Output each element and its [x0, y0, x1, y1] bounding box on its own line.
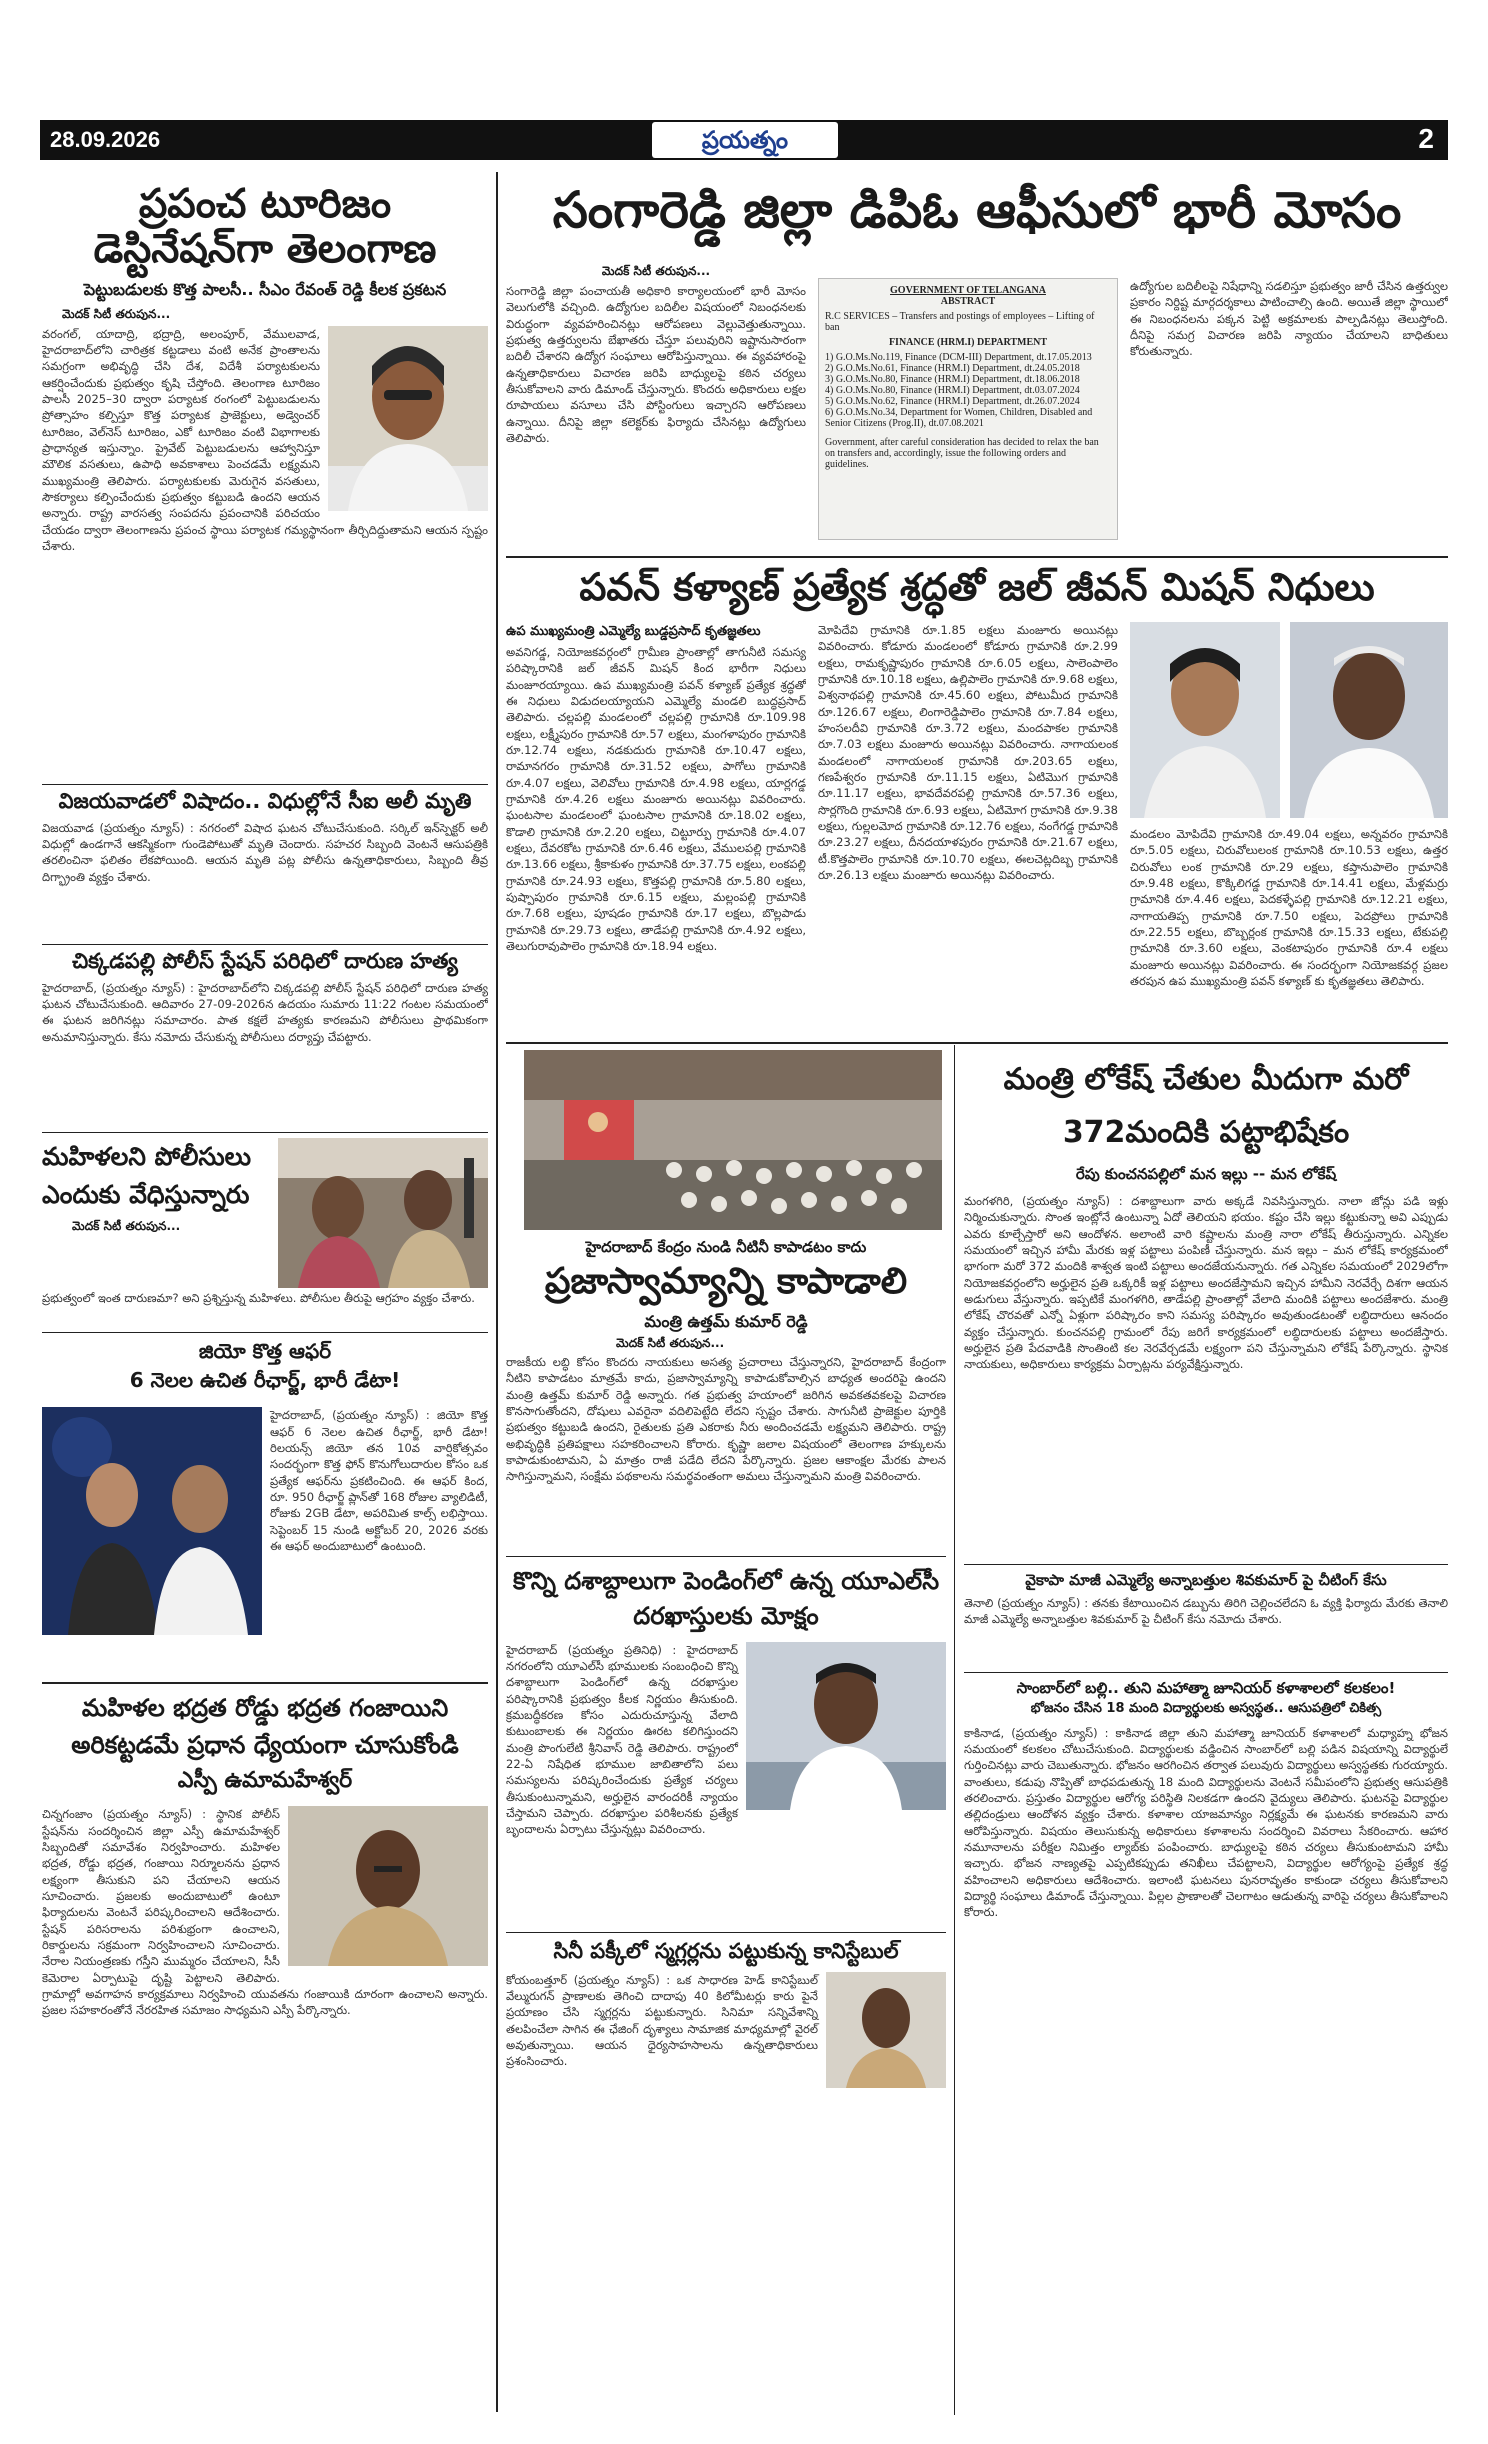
headline-tourism: ప్రపంచ టూరిజం డెస్టినేషన్‌గా తెలంగాణ: [93, 181, 437, 272]
go-list-item: 5) G.O.Ms.No.62, Finance (HRM.I) Department, dt.26.07.2024: [825, 396, 1080, 407]
headline-sp: మహిళల భద్రత రోడ్డు భద్రత గంజాయిని అరికట్టడమే ప్రధాన ధ్యేయంగా చూసుకోండి: [71, 1694, 459, 1760]
body-vijayawada: విజయవాడ (ప్రయత్నం న్యూస్) : నగరంలో విషాద ఘటన చోటుచేసుకుంది. సర్కిల్ ఇన్‌స్పెక్టర్ అలీ విధుల్లో ఉండగానే ఆకస్మికంగా గుండెపోటుతో మృతి చెందారు. సహచర సిబ్బంది వెంటనే ఆసుపత్రికి తరలించినా ఫలితం లేకపోయింది. ఆయన మృతి పట్ల పోలీసు ఉన్నతాధికారులు, సిబ్బంది తీవ్ర దిగ్భ్రాంతి వ్యక్తం చేశారు.: [42, 820, 488, 884]
article-vijayawada: [42, 788, 488, 940]
go-line1: R.C SERVICES – Transfers and postings of employees – Lifting of ban: [825, 311, 1095, 333]
photo-constable: [826, 1972, 946, 2088]
paper-logo: ప్రయత్నం: [652, 122, 838, 158]
body-jio: హైదరాబాద్, (ప్రయత్నం న్యూస్) : జియో కొత్త ఆఫర్ 6 నెలల ఉచిత రీఛార్జ్, భారీ డేటా! రిలయన్స్ జియో తన 10వ వార్షికోత్సవం సందర్భంగా కొత్త ఫోన్ కొనుగోలుదారుల కోసం ఒక ప్రత్యేక ఆఫర్‌ను ప్రకటించింది. ఈ ఆఫర్ కింద, రూ. 950 రీఛార్జ్ ప్లాన్‌తో 168 రోజుల వ్యాలిడిటీ, రోజుకు 2GB డేటా, అపరిమిత కాల్స్ లభిస్తాయి. సెప్టెంబర్ 15 నుండి అక్టోబర్ 20, 2026 వరకు ఈ ఆఫర్ అందుబాటులో ఉంటుంది.: [270, 1408, 488, 1554]
go-list-item: 2) G.O.Ms.No.61, Finance (HRM.I) Department, dt.24.05.2018: [825, 363, 1080, 374]
headline-uttam: ప్రజాస్వామ్యాన్ని కాపాడాలి: [544, 1261, 908, 1302]
byline-pawan: ఉప ముఖ్యమంత్రి ఎమ్మెల్యే బుడ్డప్రసాద్ కృతజ్ఞతలు: [506, 624, 761, 639]
section-divider: [506, 556, 1448, 558]
photo-mla: [1290, 622, 1448, 818]
article-uttam: [506, 1050, 946, 1550]
column-rule: [954, 1045, 955, 2415]
section-divider: [964, 1672, 1448, 1673]
photo-chief-minister: [328, 326, 488, 511]
dateline: మెదక్ సిటీ తరుపున...: [62, 306, 171, 321]
page-number: 2: [1418, 123, 1434, 154]
headline-ulc: కొన్ని దశాబ్దాలుగా పెండింగ్‌లో ఉన్న యూఎల్‌సీ దరఖాస్తులకు మోక్షం: [512, 1567, 940, 1630]
byline-uttam: మంత్రి ఉత్తమ్ కుమార్ రెడ్డి: [644, 1312, 808, 1331]
section-divider: [42, 1682, 488, 1684]
body-sambar: కాకినాడ, (ప్రయత్నం న్యూస్) : కాకినాడ జిల్లా తుని మహాత్మా జూనియర్ కళాశాలలో మధ్యాహ్న భోజన సమయంలో కలకలం చోటుచేసుకుంది. విద్యార్థులకు వడ్డించిన సాంబార్‌లో బల్లి పడిన విషయాన్ని విద్యార్థులే గుర్తించినట్లు వారు చెబుతున్నారు. భోజనం ఆరగించిన తర్వాత పలువురు విద్యార్థులు అస్వస్థతకు గురయ్యారు. వాంతులు, కడుపు నొప్పితో బాధపడుతున్న 18 మంది విద్యార్థులను వెంటనే సమీపంలోని ప్రభుత్వ ఆసుపత్రికి తరలించారు. ప్రస్తుతం విద్యార్థుల ఆరోగ్య పరిస్థితి నిలకడగా ఉందని వైద్యులు తెలిపారు. ఘటనపై విద్యార్థుల తల్లిదండ్రులు ఆందోళన వ్యక్తం చేశారు. కళాశాల యాజమాన్యం నిర్లక్ష్యమే ఈ ఘటనకు కారణమని వారు ఆరోపిస్తున్నారు. విషయం తెలుసుకున్న అధికారులు కళాశాలను సందర్శించి వివరాలు సేకరించారు. ఆహార నమూనాలను పరీక్షల నిమిత్తం ల్యాబ్‌కు పంపించారు. బాధ్యులపై కఠిన చర్యలు తీసుకుంటామని హామీ ఇచ్చారు. భోజన నాణ్యతపై ఎప్పటికప్పుడు తనిఖీలు చేపట్టాలని, విద్యార్థుల ఆరోగ్యంపై ప్రత్యేక శ్రద్ధ వహించాలని అధికారులు ఆదేశించారు. ఇలాంటి ఘటనలు పునరావృతం కాకుండా చర్యలు తీసుకోవాలని విద్యార్థి సంఘాలు డిమాండ్ చేస్తున్నాయి. పిల్లల ప్రాణాలతో చెలగాటం ఆడుతున్న వారిపై చర్యలు తీసుకోవాలని కోరారు.: [964, 1725, 1448, 1920]
section-divider: [506, 1556, 946, 1557]
subtitle-sp: ఎస్పీ ఉమామహేశ్వర్: [177, 1768, 353, 1794]
photo-minister-ponguleti: [746, 1642, 946, 1810]
issue-date: 28.09.2026: [50, 127, 161, 152]
section-divider: [506, 1042, 1448, 1044]
column-rule: [496, 172, 498, 2412]
article-chikkadpally: [42, 948, 488, 1128]
lead-right-column: [1130, 278, 1448, 550]
headline-sambar: సాంబార్‌లో బల్లి.. తుని మహాత్మా జూనియర్ కళాశాలలో కలకలం!: [1016, 1679, 1396, 1697]
article-tourism: [42, 178, 488, 778]
headline-chikkadpally: చిక్కడపల్లి పోలీస్ స్టేషన్ పరిధిలో దారుణ హత్య: [72, 949, 458, 973]
subtitle-jio: 6 నెలల ఉచిత రీఛార్జ్, భారీ డేటా!: [129, 1368, 401, 1393]
go-list: [825, 352, 1111, 429]
article-lead: [506, 178, 1448, 550]
headline-lead: సంగారెడ్డి జిల్లా డిపిఓ ఆఫీసులో భారీ మోసం: [552, 181, 1402, 239]
body-pawan-3: మండలం మోపిదేవి గ్రామానికి రూ.49.04 లక్షలు, అన్నవరం గ్రామానికి రూ.5.05 లక్షలు, చిరువోలులంక గ్రామానికి రూ.10.53 లక్షలు, ఉత్తర చిరువోలు లంక గ్రామానికి రూ.29 లక్షలు, కప్తానుపాలెం గ్రామానికి రూ.9.48 లక్షలు, కొక్కిలిగడ్డ గ్రామానికి రూ.14.41 లక్షలు, మేళ్లమర్రు గ్రామానికి రూ.4.46 లక్షలు, పెదకళ్ళేపల్లి గ్రామానికి రూ.12.21 లక్షలు, నాగాయతిప్ప గ్రామానికి రూ.7.50 లక్షలు, పెదప్రోలు గ్రామానికి రూ.22.55 లక్షలు, బొబ్బర్లంక గ్రామానికి రూ.15.33 లక్షలు, టేకుపల్లి గ్రామానికి రూ.3.60 లక్షలు, వెంకటాపురం గ్రామానికి రూ.4 లక్షలు మంజూరు అయినట్లు వివరించారు. ఈ సందర్భంగా నియోజకవర్గ ప్రజల తరపున ఉప ముఖ్యమంత్రి పవన్ కళ్యాణ్ కు కృతజ్ఞతలు తెలిపారు.: [1130, 827, 1448, 988]
strap-uttam: హైదరాబాద్ కేంద్రం నుండి నీటినీ కాపాడటం కాదు: [585, 1238, 867, 1256]
government-order-image: [818, 278, 1118, 540]
headline-jio: జియో కొత్త ఆఫర్: [198, 1339, 332, 1363]
body-lead-left: సంగారెడ్డి జిల్లా పంచాయతీ అధికారి కార్యాలయంలో భారీ మోసం వెలుగులోకి వచ్చింది. ఉద్యోగుల బదిలీల విషయంలో నిబంధనలకు విరుద్ధంగా వ్యవహరించినట్లు ఆరోపణలు వెల్లువెత్తుతున్నాయి. ప్రభుత్వ ఉత్తర్వులను బేఖాతరు చేస్తూ పలువురిని ఇష్టానుసారంగా బదిలీ చేశారని ఉద్యోగ సంఘాలు ఆరోపిస్తున్నాయి. ఈ వ్యవహారంపై ఉన్నతాధికారులు విచారణ జరిపి బాధ్యులపై కఠిన చర్యలు తీసుకోవాలని వారు డిమాండ్ చేస్తున్నారు. కొందరు అధికారులు లక్షల రూపాయలు వసూలు చేసి పోస్టింగులు ఇచ్చారని ఆరోపణలు ఉన్నాయి. దీనిపై జిల్లా కలెక్టర్‌కు ఫిర్యాదు చేసినట్లు ఉద్యోగులు తెలిపారు.: [506, 284, 806, 445]
body-ulc: హైదరాబాద్ (ప్రయత్నం ప్రతినిధి) : హైదరాబాద్ నగరంలోని యూఎల్‌సీ భూములకు సంబంధించి కొన్ని దశాబ్దాలుగా పెండింగ్‌లో ఉన్న దరఖాస్తుల పరిష్కారానికి ప్రభుత్వం కీలక నిర్ణయం తీసుకుంది. క్రమబద్ధీకరణ కోసం ఎదురుచూస్తున్న వేలాది కుటుంబాలకు ఈ నిర్ణయం ఊరట కలిగిస్తుందని మంత్రి పొంగులేటి శ్రీనివాస్ రెడ్డి తెలిపారు. రాష్ట్రంలో 22-ఏ నిషేధిత భూముల జాబితాలోని పలు సమస్యలను పరిష్కరించేందుకు ప్రత్యేక చర్యలు తీసుకుంటున్నామని, అర్హులైన వారందరికీ న్యాయం చేస్తామని చెప్పారు. దరఖాస్తుల పరిశీలనకు ప్రత్యేక బృందాలను ఏర్పాటు చేస్తున్నట్లు వివరించారు.: [506, 1642, 738, 1837]
photo-women-police: [278, 1138, 488, 1288]
body-tourism: వరంగల్, యాదాద్రి, భద్రాద్రి, అలంపూర్, వేములవాడ, హైదరాబాద్‌లోని చారిత్రక కట్టడాలు వంటి అనేక ప్రాంతాలను సమగ్రంగా అభివృద్ధి చేసి దేశ, విదేశీ పర్యాటకులను ఆకర్షించేందుకు ప్రభుత్వం కృషి చేస్తోంది. తెలంగాణ టూరిజం పాలసీ 2025–30 ద్వారా పర్యాటక రంగంలో పెట్టుబడులను ప్రోత్సాహం కల్పిస్తూ కొత్త పర్యాటక ప్రాజెక్టులు, అడ్వెంచర్ టూరిజం, వెల్‌నెస్ టూరిజం, ఎకో టూరిజం వంటి విభాగాలకు ప్రాధాన్యత ఇస్తున్నాం. ప్రైవేట్ పెట్టుబడులను ఆహ్వానిస్తూ మౌలిక వసతులు, ఉపాధి అవకాశాలు పెంచడమే లక్ష్యమని ముఖ్యమంత్రి తెలిపారు. పర్యాటకులకు మెరుగైన వసతులు, సౌకర్యాలు కల్పించేందుకు ప్రభుత్వం కట్టుబడి ఉందని ఆయన అన్నారు. రాష్ట్ర వారసత్వ సంపదను ప్రపంచానికి పరిచయం చేయడం ద్వారా తెలంగాణను ప్రపంచ స్థాయి పర్యాటక గమ్యస్థానంగా తీర్చిదిద్దుతామని ఆయన స్పష్టం చేశారు.: [42, 326, 488, 553]
article-jio: [42, 1338, 488, 1678]
subtitle-tourism: పెట్టుబడులకు కొత్త పాలసీ.. సీఎం రేవంత్ రెడ్డి కీలక ప్రకటన: [83, 279, 447, 299]
body-constable: కోయంబత్తూర్ (ప్రయత్నం న్యూస్) : ఒక సాధారణ హెడ్ కానిస్టేబుల్ వేల్మురుగన్ ప్రాణాలకు తెగించి దాదాపు 40 కిలోమీటర్లు కారు పైనే ప్రయాణం చేసి స్మగ్లర్లను పట్టుకున్నారు. సినిమా సన్నివేశాన్ని తలపించేలా సాగిన ఈ ఛేజింగ్ దృశ్యాలు సామాజిక మాధ్యమాల్లో వైరల్ అవుతున్నాయి. ఆయన ధైర్యసాహసాలను ఉన్నతాధికారులు ప్రశంసించారు.: [506, 1972, 818, 2069]
body-lokesh: మంగళగిరి, (ప్రయత్నం న్యూస్) : దశాబ్దాలుగా వారు అక్కడే నివసిస్తున్నారు. నాలా జోన్లు పడి ఇళ్లు నిర్మించుకున్నారు. సొంత ఇంట్లోనే ఉంటున్నా ఏదో తెలియని భయం. కష్టం చేసి ఇల్లు కట్టుకున్నా అవి ఎప్పుడు ఎవరు కూల్చేస్తారో అని ఆందోళన. అలాంటి వారి కష్టాలను మంత్రి నారా లోకేష్ తీరుస్తున్నారు. ఎన్నికల సమయంలో ఇచ్చిన హామీ మేరకు ఇళ్ల పట్టాలు పంపిణీ చేస్తున్నారు. మన ఇల్లు – మన లోకేష్ కార్యక్రమంలో భాగంగా మరో 372 మందికి శాశ్వత ఇంటి పట్టాలు అందజేయనున్నారు. గత ఎన్నికల సమయంలో 2029లోగా నియోజకవర్గంలోని అర్హులైన ప్రతి ఒక్కరికీ ఇళ్ల పట్టాలు అందజేస్తామని ఇచ్చిన హామీని నెరవేర్చే దిశగా ఆయన అడుగులు వేస్తున్నారు. ఇప్పటికే మంగళగిరి, తాడేపల్లి ప్రాంతాల్లో వేలాది మందికి పట్టాలు అందజేశారు. మంత్రి లోకేష్ చొరవతో ఎన్నో ఏళ్లుగా పరిష్కారం కాని సమస్య పరిష్కారం అవుతుండటంతో లబ్ధిదారులు ఆనందం వ్యక్తం చేస్తున్నారు. కుంచనపల్లి గ్రామంలో రేపు జరిగే కార్యక్రమంలో లబ్ధిదారులకు పట్టాలు అందజేస్తారు. అర్హులైన ప్రతి పేదవాడికి సొంతింటి కల నెరవేర్చడమే లక్ష్యంగా పని చేస్తున్నామని లోకేష్ పేర్కొన్నారు. స్థానిక నాయకులు, అధికారులు కార్యక్రమ ఏర్పాట్లను పర్యవేక్షిస్తున్నారు.: [964, 1194, 1448, 1372]
photo-sp: [288, 1806, 488, 1966]
byline-lokesh: రేపు కుంచనపల్లిలో మన ఇల్లు -- మన లోకేష్: [1075, 1165, 1337, 1183]
article-cheating: [964, 1568, 1448, 1670]
dateline: మెదక్ సిటీ తరుపున...: [601, 264, 711, 278]
go-line2: FINANCE (HRM.I) DEPARTMENT: [888, 337, 1048, 348]
photo-ambani: [42, 1407, 262, 1635]
photo-rally: [524, 1050, 942, 1230]
section-divider: [42, 784, 488, 785]
headline-lokesh: మంత్రి లోకేష్ చేతుల మీదుగా మరో 372మందికి పట్టాభిషేకం: [1003, 1062, 1409, 1150]
article-police-women: [42, 1138, 488, 1328]
section-divider: [964, 1564, 1448, 1565]
go-list-item: 4) G.O.Ms.No.80, Finance (HRM.I) Department, dt.03.07.2024: [825, 385, 1080, 396]
lead-left-column: [506, 264, 806, 550]
headline-police-women: మహిళలని పోలీసులు ఎందుకు వేధిస్తున్నారు: [42, 1142, 252, 1209]
article-lokesh: [964, 1050, 1448, 1562]
article-sambar: [964, 1676, 1448, 2410]
body-lead-right: ఉద్యోగుల బదిలీలపై నిషేధాన్ని సడలిస్తూ ప్రభుత్వం జారీ చేసిన ఉత్తర్వుల ప్రకారం నిర్దిష్ట మార్గదర్శకాలు పాటించాల్సి ఉంది. అయితే జిల్లా స్థాయిలో ఈ నిబంధనలను పక్కన పెట్టి అక్రమాలకు పాల్పడినట్లు తెలుస్తోంది. దీనిపై సమగ్ర విచారణ జరిపి న్యాయం చేయాలని బాధితులు కోరుతున్నారు.: [1130, 279, 1448, 359]
dateline: మెదక్ సిటీ తరుపున...: [72, 1219, 181, 1233]
section-divider: [42, 1132, 488, 1133]
body-pawan-1: అవనిగడ్డ, నియోజకవర్గంలో గ్రామీణ ప్రాంతాల్లో తాగునీటి సమస్య పరిష్కారానికి జల్ జీవన్ మిషన్ కింద భారీగా నిధులు మంజూరయ్యాయి. ఉప ముఖ్యమంత్రి పవన్ కళ్యాణ్ ప్రత్యేక శ్రద్ధతో ఈ నిధులు విడుదలయ్యాయని ఎమ్మెల్యే మండలి బుద్ధప్రసాద్ తెలిపారు. చల్లపల్లి మండలంలో చల్లపల్లి గ్రామానికి రూ.109.98 లక్షలు, లక్ష్మీపురం గ్రామానికి రూ.57 లక్షలు, మంగళాపురం గ్రామానికి రూ.12.74 లక్షలు, నడకుదురు గ్రామానికి రూ.10.47 లక్షలు, రామానగరం గ్రామానికి రూ.31.52 లక్షలు, పాగోలు గ్రామానికి రూ.4.07 లక్షలు, వెలివోలు గ్రామానికి రూ.4.98 లక్షలు, యార్లగడ్డ గ్రామానికి రూ.4.26 లక్షలు మంజూరు అయినట్లు వివరించారు. ఘంటసాల మండలంలో ఘంటసాల గ్రామానికి రూ.18.02 లక్షలు, కొడాలి గ్రామానికి రూ.2.20 లక్షలు, చిట్టూర్పు గ్రామానికి రూ.4.07 లక్షలు, దేవరకోట గ్రామానికి రూ.6.46 లక్షలు, వేములపల్లి గ్రామానికి రూ.13.66 లక్షలు, శ్రీకాకుళం గ్రామానికి రూ.37.75 లక్షలు, లంకపల్లి గ్రామానికి రూ.24.93 లక్షలు, కొత్తపల్లి గ్రామానికి రూ.5.80 లక్షలు, పుష్పాపురం గ్రామానికి రూ.6.15 లక్షలు, మల్లంపల్లి గ్రామానికి రూ.7.68 లక్షలు, పూషడం గ్రామానికి రూ.17 లక్షలు, బొల్లపాడు గ్రామానికి రూ.29.73 లక్షలు, తాడేపల్లి గ్రామానికి రూ.4.92 లక్షలు, తెలుగురావుపాలెం గ్రామానికి రూ.18.94 లక్షలు.: [506, 645, 806, 953]
section-divider: [42, 1332, 488, 1333]
body-sp: చిన్నగంజాం (ప్రయత్నం న్యూస్) : స్థానిక పోలీస్ స్టేషన్‌ను సందర్శించిన జిల్లా ఎస్పీ ఉమామహేశ్వర్ సిబ్బందితో సమావేశం నిర్వహించారు. మహిళల భద్రత, రోడ్డు భద్రత, గంజాయి నిర్మూలనను ప్రధాన లక్ష్యంగా తీసుకుని పని చేయాలని ఆయన సూచించారు. ప్రజలకు అందుబాటులో ఉంటూ ఫిర్యాదులను వెంటనే పరిష్కరించాలని ఆదేశించారు. స్టేషన్ పరిసరాలను పరిశుభ్రంగా ఉంచాలని, రికార్డులను సక్రమంగా నిర్వహించాలని సూచించారు. నేరాల నియంత్రణకు గస్తీని ముమ్మరం చేయాలని, సీసీ కెమెరాల ఏర్పాటుపై దృష్టి పెట్టాలని తెలిపారు. గ్రామాల్లో అవగాహన కార్యక్రమాలు నిర్వహించి యువతను గంజాయికి దూరంగా ఉంచాలని అన్నారు. ప్రజల సహకారంతోనే నేరరహిత సమాజం సాధ్యమని ఎస్పీ పేర్కొన్నారు.: [42, 1807, 488, 2018]
pawan-col-c: [1130, 826, 1448, 1038]
masthead-bar: [40, 120, 1448, 160]
subtitle-sambar: భోజనం చేసిన 18 మంది విద్యార్థులకు అస్వస్థత.. ఆసుపత్రిలో చికిత్స: [1030, 1700, 1382, 1716]
body-chikkadpally: హైదరాబాద్, (ప్రయత్నం న్యూస్) : హైదరాబాద్‌లోని చిక్కడపల్లి పోలీస్ స్టేషన్ పరిధిలో దారుణ హత్య ఘటన చోటుచేసుకుంది. ఆదివారం 27-09-2026న ఉదయం సుమారు 11:22 గంటల సమయంలో ఈ ఘటన జరిగినట్లు సమాచారం. పాత కక్షలే హత్యకు కారణమని పోలీసులు ప్రాథమికంగా అనుమానిస్తున్నారు. కేసు నమోదు చేసుకున్న పోలీసులు దర్యాప్తు చేపట్టారు.: [42, 980, 488, 1044]
pawan-col-b: [818, 622, 1118, 1038]
article-sp: [42, 1690, 488, 2410]
go-list-item: 6) G.O.Ms.No.34, Department for Women, Children, Disabled and Senior Citizens (Prog.II), dt.07.08.2021: [825, 407, 1093, 429]
article-ulc: [506, 1562, 946, 1926]
headline-pawan: పవన్ కళ్యాణ్ ప్రత్యేక శ్రద్ధతో జల్ జీవన్ మిషన్ నిధులు: [579, 565, 1375, 609]
body-police-women: ప్రభుత్వంలో ఇంత దారుణమా? అని ప్రశ్నిస్తున్న మహిళలు. పోలీసుల తీరుపై ఆగ్రహం వ్యక్తం చేశారు.: [42, 1291, 475, 1305]
go-subheader: ABSTRACT: [940, 296, 996, 307]
headline-vijayawada: విజయవాడలో విషాదం.. విధుల్లోనే సీఐ అలీ మృతి: [58, 789, 472, 813]
photo-pawan-kalyan: [1130, 622, 1280, 818]
article-constable: [506, 1938, 946, 2108]
section-divider: [506, 1932, 946, 1933]
go-list-item: 1) G.O.Ms.No.119, Finance (DCM-III) Department, dt.17.05.2013: [825, 352, 1092, 363]
body-pawan-2: మోపిదేవి గ్రామానికి రూ.1.85 లక్షలు మంజూరు అయినట్లు వివరించారు. కోడూరు మండలంలో కోడూరు గ్రామానికి రూ.2.99 లక్షలు, రామకృష్ణాపురం గ్రామానికి రూ.6.05 లక్షలు, సాలెంపాలెం గ్రామానికి రూ.10.18 లక్షలు, ఉల్లిపాలెం గ్రామానికి రూ.9.68 లక్షలు, విశ్వనాథపల్లి గ్రామానికి రూ.45.60 లక్షలు, పోటుమీద గ్రామానికి రూ.126.67 లక్షలు, లింగారెడ్డిపాలెం గ్రామానికి రూ.7.84 లక్షలు, హంసలదీవి గ్రామానికి రూ.3.72 లక్షలు, మందపాకల గ్రామానికి రూ.7.03 లక్షలు మంజూరు అయినట్లు వివరించారు. నాగాయలంక మండలంలో నాగాయలంక గ్రామానికి రూ.203.65 లక్షలు, గణపేశ్వరం గ్రామానికి రూ.11.15 లక్షలు, ఏటిమొగ గ్రామానికి రూ.11.17 లక్షలు, భావదేవరపల్లి గ్రామానికి రూ.57.36 లక్షలు, సొర్లగొంది గ్రామానికి రూ.6.93 లక్షలు, ఏటిమోగ గ్రామానికి రూ.9.38 లక్షలు, గుల్లలమోద గ్రామానికి రూ.12.76 లక్షలు, నంగేగడ్డ గ్రామానికి రూ.23.27 లక్షలు, దీనదయాళపురం గ్రామానికి రూ.21.67 లక్షలు, టీ.కొత్తపాలెం గ్రామానికి రూ.10.70 లక్షలు, ఈలచెట్లదిబ్బ గ్రామానికి రూ.26.13 లక్షలు మంజూరు అయినట్లు వివరించారు.: [818, 623, 1118, 882]
go-header: GOVERNMENT OF TELANGANA: [890, 285, 1046, 296]
go-footer: Government, after careful consideration has decided to relax the ban on transfers and, accordingly, issue the following orders and guidelines.: [825, 437, 1099, 470]
pawan-col-a: [506, 644, 806, 1038]
body-uttam: రాజకీయ లబ్ధి కోసం కొందరు నాయకులు అసత్య ప్రచారాలు చేస్తున్నారని, హైదరాబాద్ కేంద్రంగా నీటిని కాపాడటం మాత్రమే కాదు, ప్రజాస్వామ్యాన్ని కాపాడుకోవాల్సిన బాధ్యత అందరిపై ఉందని మంత్రి ఉత్తమ్ కుమార్ రెడ్డి అన్నారు. గత ప్రభుత్వ హయాంలో జరిగిన అవకతవకలపై విచారణ కొనసాగుతోందని, దోషులు ఎవరైనా వదిలిపెట్టేది లేదని స్పష్టం చేశారు. సాగునీటి ప్రాజెక్టుల పూర్తికి ప్రభుత్వం కట్టుబడి ఉందని, రైతులకు ప్రతి ఎకరాకు నీరు అందించడమే లక్ష్యమని తెలిపారు. రాష్ట్ర అభివృద్ధికి ప్రతిపక్షాలు సహకరించాలని కోరారు. కృష్ణా జలాల విషయంలో తెలంగాణ హక్కులను కాపాడుకుంటామని, ఏ మాత్రం రాజీ పడేది లేదని పేర్కొన్నారు. ప్రజల ఆకాంక్షల మేరకు పాలన సాగిస్తున్నామని, సంక్షేమ పథకాలను సమర్థవంతంగా అమలు చేస్తున్నామని మంత్రి వివరించారు.: [506, 1355, 946, 1484]
body-cheating: తెనాలి (ప్రయత్నం న్యూస్) : తనకు కేటాయించిన డబ్బును తిరిగి చెల్లించలేదని ఓ వ్యక్తి ఫిర్యాదు మేరకు తెనాలి మాజీ ఎమ్మెల్యే అన్నాబత్తుల శివకుమార్ పై చీటింగ్ కేసు నమోదు చేశారు.: [964, 1595, 1448, 1627]
article-pawan: [506, 562, 1448, 1038]
dateline: మెదక్ సిటీ తరుపున...: [616, 1336, 725, 1350]
headline-cheating: వైకాపా మాజీ ఎమ్మెల్యే అన్నాబత్తుల శివకుమార్ పై చీటింగ్ కేసు: [1025, 1571, 1387, 1589]
section-divider: [42, 944, 488, 945]
headline-constable: సినీ పక్కీలో స్మగ్లర్లను పట్టుకున్న కానిస్టేబుల్: [553, 1939, 899, 1963]
go-list-item: 3) G.O.Ms.No.80, Finance (HRM.I) Department, dt.18.06.2018: [825, 374, 1080, 385]
